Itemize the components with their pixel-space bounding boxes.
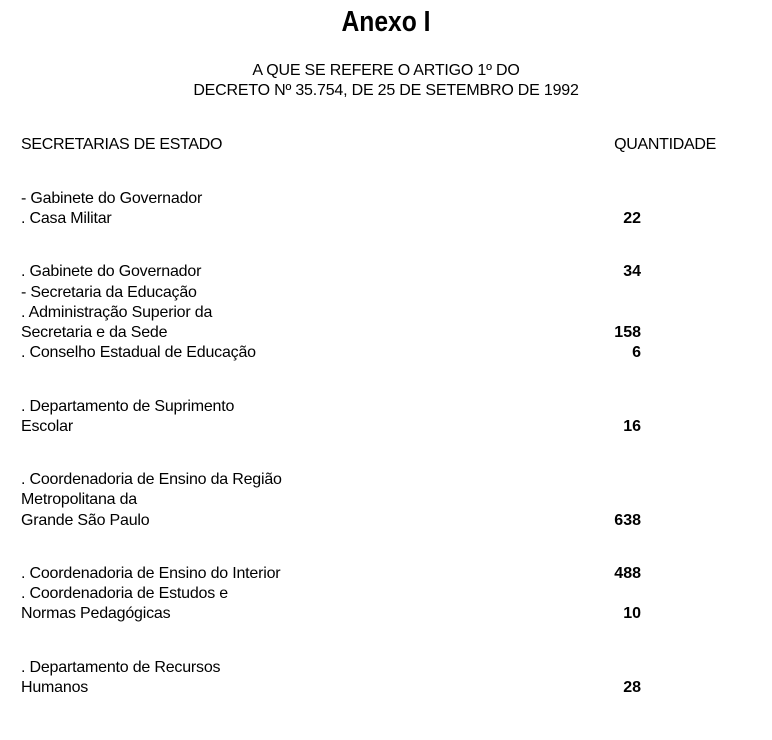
row-quantity: 158 (614, 324, 641, 341)
row-label: Grande São Paulo (21, 512, 150, 529)
row-label: . Departamento de Suprimento (21, 398, 235, 415)
table-row (21, 490, 137, 510)
row-label: Secretaria e da Sede (21, 324, 168, 341)
row-label: . Casa Militar (21, 210, 112, 227)
document-title: Anexo I (341, 6, 431, 38)
column-header-secretarias: SECRETARIAS DE ESTADO (21, 136, 223, 153)
row-label: . Coordenadoria de Estudos e (21, 585, 228, 602)
table-row (21, 209, 112, 229)
row-quantity: 10 (623, 605, 641, 622)
table-row (21, 658, 220, 678)
table-row (21, 511, 149, 531)
row-label: - Gabinete do Governador (21, 190, 203, 207)
row-quantity: 34 (623, 263, 641, 280)
row-quantity: 488 (614, 565, 641, 582)
table-row (21, 303, 212, 323)
row-label: . Gabinete do Governador (21, 263, 202, 280)
table-row (21, 343, 256, 363)
row-label: . Departamento de Recursos (21, 659, 221, 676)
table-row (21, 417, 73, 437)
row-quantity: 28 (623, 679, 641, 696)
table-row (21, 678, 88, 698)
row-quantity: 22 (623, 210, 641, 227)
row-label: . Coordenadoria de Ensino do Interior (21, 565, 281, 582)
table-row (21, 323, 167, 343)
table-row (21, 564, 280, 584)
column-header-quantidade: QUANTIDADE (614, 136, 716, 153)
row-label: Metropolitana da (21, 491, 137, 508)
row-quantity: 6 (632, 344, 641, 361)
row-label: - Secretaria da Educação (21, 284, 197, 301)
row-label: Humanos (21, 679, 89, 696)
table-row (21, 584, 228, 604)
table-row (21, 189, 202, 209)
table-row (21, 262, 201, 282)
row-label: . Administração Superior da (21, 304, 213, 321)
row-label: Normas Pedagógicas (21, 605, 171, 622)
table-row (21, 397, 234, 417)
row-quantity: 638 (614, 512, 641, 529)
row-label: . Conselho Estadual de Educação (21, 344, 256, 361)
row-label: . Coordenadoria de Ensino da Região (21, 471, 282, 488)
subtitle-line-2: DECRETO Nº 35.754, DE 25 DE SETEMBRO DE 1992 (193, 82, 579, 99)
subtitle-line-1: A QUE SE REFERE O ARTIGO 1º DO (252, 62, 520, 79)
table-row (21, 283, 197, 303)
row-label: Escolar (21, 418, 73, 435)
table-row (21, 604, 170, 624)
row-quantity: 16 (623, 418, 641, 435)
table-row (21, 470, 282, 490)
